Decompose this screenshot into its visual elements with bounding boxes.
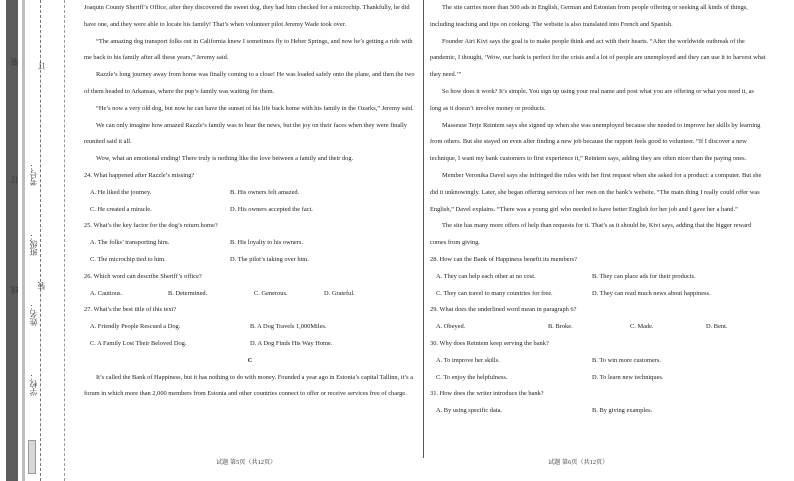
- option[interactable]: B. Broke.: [548, 323, 573, 331]
- gutter-mark-1: 装: [10, 58, 19, 66]
- question-25-stem: 25. What’s the key factor for the dog’s return home?: [84, 222, 218, 230]
- gutter-dashed-line-inner: [64, 0, 65, 481]
- gutter-mark-2: 订: [10, 176, 19, 184]
- name-label: 姓名：: [29, 302, 38, 326]
- page-footer-right: 试题 第6页（共12页）: [548, 459, 609, 466]
- gutter-mark-4: 订: [37, 62, 46, 70]
- question-26-options: [84, 286, 416, 303]
- option[interactable]: D. His owners accepted the fact.: [230, 205, 313, 213]
- option[interactable]: C. They can travel to many countries for free.: [436, 289, 553, 297]
- right-column: [430, 0, 766, 420]
- question-26-stem: 26. Which word can describe Sheriff’s office?: [84, 272, 202, 280]
- question-25-options-row1: [84, 235, 416, 252]
- option[interactable]: B. To win more customers.: [592, 356, 662, 364]
- gutter-mark-5: 装: [37, 282, 46, 290]
- page-footer-left: 试题 第5页（共12页）: [216, 459, 277, 466]
- option[interactable]: C. Generous.: [254, 289, 288, 297]
- question-28-options-row1: [430, 269, 766, 286]
- section-heading: C: [247, 356, 253, 364]
- option[interactable]: A. He liked the journey.: [90, 188, 152, 196]
- school-label: 学校：: [29, 372, 38, 396]
- question-31-stem: 31. How does the writer introduce the bank?: [430, 390, 544, 398]
- passage-paragraph: It’s called the Bank of Happiness, but it has nothing to do with money. Founded a year ago in Estonia’s capital Tallinn, it’s a forum in which more than 2,000 members from Estonia and other countries connect to offer or receive services free of charge.: [84, 373, 414, 398]
- option[interactable]: C. The microchip tied to him.: [90, 255, 166, 263]
- gutter-light-bar: [22, 0, 25, 481]
- question-29-options: [430, 319, 766, 336]
- option[interactable]: C. Made.: [630, 323, 654, 331]
- passage-paragraph: “The amazing dog transport folks out in California knew I sometimes fly to Heber Springs, and now he’s getting a ride with me back to his family after all these years,” Jeremy said.: [84, 37, 413, 62]
- option[interactable]: A. Cautious.: [90, 289, 123, 297]
- option[interactable]: A. By using specific data.: [436, 407, 503, 415]
- option[interactable]: B. They can place ads for their products.: [592, 272, 696, 280]
- passage-paragraph: Razzle’s long journey away from home was finally coming to a close! He was loaded safely onto the plane, and then the two of them headed to Arkansas, where the pup’s family was waiting for them.: [84, 71, 415, 95]
- option[interactable]: A. The folks’ transporting him.: [90, 239, 170, 247]
- option[interactable]: A. Friendly People Rescued a Dog.: [90, 323, 181, 331]
- option[interactable]: D. To learn new techniques.: [592, 373, 664, 381]
- passage-paragraph: The site carries more than 500 ads in English, German and Estonian from people offering or seeking all kinds of things, including teaching and tips on cooking. The website is also translated into French and Spanish.: [430, 4, 748, 28]
- gutter-tab: [28, 440, 36, 474]
- passage-paragraph: Wow, what an emotional ending! There truly is nothing like the love between a family and their dog.: [96, 155, 354, 163]
- question-24-stem: 24. What happened after Razzle’s missing?: [84, 171, 195, 179]
- option[interactable]: A. Obeyed.: [436, 323, 466, 331]
- class-label: 班级：: [29, 232, 38, 256]
- option[interactable]: C. To enjoy the helpfulness.: [436, 373, 508, 381]
- option[interactable]: D. They can read much news about happiness.: [592, 289, 711, 297]
- passage-paragraph: The site has many more offers of help than requests for it. That’s as it should be, Kivi says, adding that the bigger reward comes from giving.: [430, 222, 752, 247]
- question-28-stem: 28. How can the Bank of Happiness benefit its members?: [430, 255, 577, 263]
- binding-gutter: [0, 0, 68, 481]
- option[interactable]: B. Determined.: [168, 289, 208, 297]
- gutter-mark-3: 线: [10, 286, 19, 294]
- question-30-stem: 30. Why does Reintem keep serving the bank?: [430, 339, 549, 347]
- option[interactable]: D. A Dog Finds His Way Home.: [250, 339, 333, 347]
- passage-paragraph: Member Veronika Davel says she infringed the rules with her first request when she asked for a product: a computer. But she did it unknowingly. Later, she began offering services of her own on the bank’s website. “The main thing I really could offer was English,” Davel explains. “There was a young girl who needed to have better English for her job and I gave her a hand.”: [430, 171, 762, 213]
- column-divider: [423, 0, 424, 458]
- question-30-options-row1: [430, 353, 766, 370]
- option[interactable]: B. His owners felt amazed.: [230, 188, 300, 196]
- gutter-dark-bar: [6, 0, 18, 481]
- passage-paragraph: Founder Airi Kivi says the goal is to make people think and act with their hearts. “After the worldwide outbreak of the pandemic, I thought, ‘Wow, our bank is perfect for the crisis and a lot of people are unemployed and they can use it to harvest what they need.’”: [430, 37, 766, 79]
- passage-paragraph: Masseuse Terje Reintem says she signed up when she was unemployed because she needed to improve her skills by learning from others. But she stayed on even after finding a new job because the rapport feels good to volunteer. “If I discover a new technique, I want my bank customers to first experience it,” Reintem says, adding they are often nicer than the paying ones.: [430, 121, 761, 163]
- question-30-options-row2: [430, 370, 766, 387]
- question-24-options-row2: [84, 202, 416, 219]
- option[interactable]: B. By giving examples.: [592, 407, 653, 415]
- passage-paragraph: We can only imagine how amazed Razzle’s family was to hear the news, but the joy on their faces when they were finally reunited said it all.: [84, 121, 407, 146]
- option[interactable]: B. A Dog Travels 1,000Miles.: [250, 323, 327, 331]
- question-31-options: [430, 403, 766, 420]
- question-27-stem: 27. What’s the best title of this text?: [84, 306, 177, 314]
- option[interactable]: D. Bent.: [706, 323, 728, 331]
- passage-paragraph: “He’s now a very old dog, but now he can have the sunset of his life back home with his family in the Ozarks,” Jeremy said.: [96, 104, 414, 112]
- gutter-dashed-line: [40, 0, 41, 481]
- option[interactable]: C. A Family Lost Their Beloved Dog.: [90, 339, 187, 347]
- exam-number-label: 考号：: [29, 162, 38, 186]
- passage-paragraph: Joaquin County Sheriff’s Office, after they discovered the sweet dog, they had him checked for a microchip. Thankfully, he did have one, and they were able to locate his family! That’s when volunteer pilot Jeremy Wade took over.: [84, 4, 410, 28]
- option[interactable]: D. The pilot’s taking over him.: [230, 255, 309, 263]
- question-28-options-row2: [430, 286, 766, 303]
- option[interactable]: A. They can help each other at no cost.: [436, 272, 536, 280]
- option[interactable]: A. To improve her skills.: [436, 356, 500, 364]
- question-27-options-row2: [84, 336, 416, 353]
- passage-paragraph: So how does it work? It’s simple. You sign up using your real name and post what you are offering or what you need it, as long as it doesn’t involve money or products.: [430, 87, 754, 112]
- question-29-stem: 29. What does the underlined word mean in paragraph 6?: [430, 306, 577, 314]
- left-column: [84, 0, 416, 403]
- option[interactable]: C. He created a miracle.: [90, 205, 152, 213]
- question-25-options-row2: [84, 252, 416, 269]
- option[interactable]: B. His loyalty to his owners.: [230, 239, 303, 247]
- option[interactable]: D. Grateful.: [324, 289, 355, 297]
- question-27-options-row1: [84, 319, 416, 336]
- question-24-options-row1: [84, 185, 416, 202]
